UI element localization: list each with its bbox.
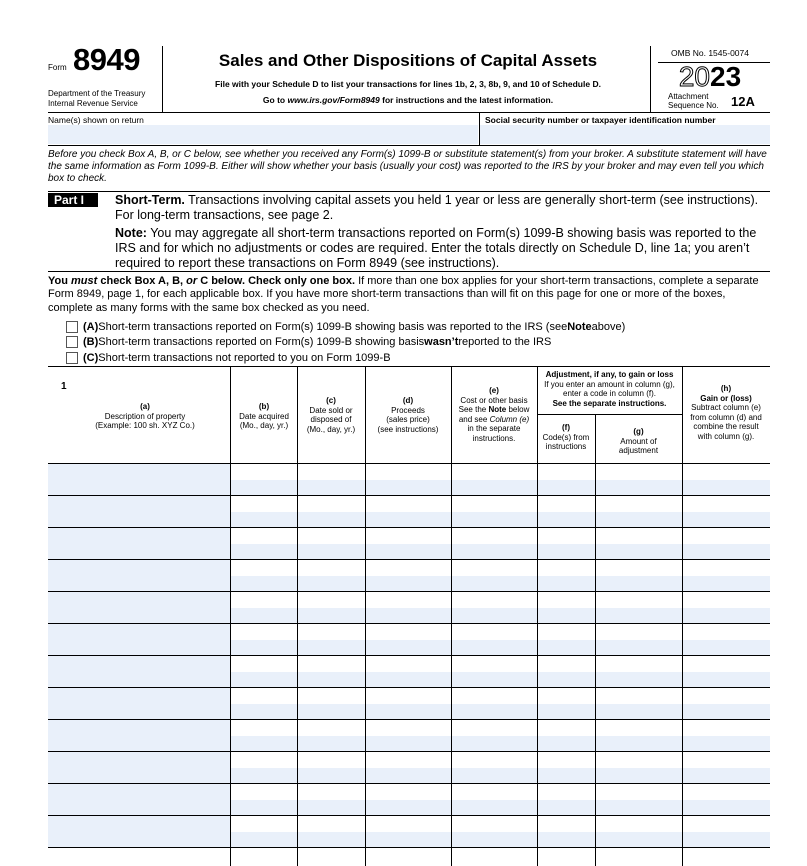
row-5-col-g-input[interactable] xyxy=(596,608,682,623)
row-2-col-h-input[interactable] xyxy=(683,512,770,527)
checkbox-c[interactable] xyxy=(66,352,78,364)
col-a-header: (a) Description of property (Example: 100 sh. XYZ Co.) xyxy=(95,402,195,430)
row-12-col-e-input[interactable] xyxy=(452,832,537,847)
row-12-col-c-input[interactable] xyxy=(298,832,365,847)
col-c-header: (c) Date sold or disposed of (Mo., day, yr.) xyxy=(306,396,356,434)
attachment-label: Attachment Sequence No. xyxy=(668,92,719,110)
checkbox-b[interactable] xyxy=(66,336,78,348)
row-6-col-b-input[interactable] xyxy=(231,640,297,655)
row-12-col-d-input[interactable] xyxy=(366,832,451,847)
row-9-col-f-input[interactable] xyxy=(538,736,595,751)
row-10-col-d-input[interactable] xyxy=(366,768,451,783)
row-10-col-h-input[interactable] xyxy=(683,768,770,783)
row-9-col-a-input[interactable] xyxy=(48,720,230,751)
form-subtitle: File with your Schedule D to list your transactions for lines 1b, 2, 3, 8b, 9, and 10 of Schedule D. xyxy=(215,79,601,89)
name-label: Name(s) shown on return xyxy=(48,115,144,125)
row-2-col-e-input[interactable] xyxy=(452,512,537,527)
row-10-col-b-input[interactable] xyxy=(231,768,297,783)
part-badge: Part I xyxy=(48,193,98,207)
row-5-col-f-input[interactable] xyxy=(538,608,595,623)
row-2-col-g-input[interactable] xyxy=(596,512,682,527)
sequence-number: 12A xyxy=(731,94,755,109)
row-1-col-d-input[interactable] xyxy=(366,480,451,495)
row-6-col-d-input[interactable] xyxy=(366,640,451,655)
row-3-col-e-input[interactable] xyxy=(452,544,537,559)
department-line: Department of the Treasury xyxy=(48,89,146,98)
form-url-line: Go to www.irs.gov/Form8949 for instructions and the latest information. xyxy=(262,95,554,105)
col-h-header: (h) Gain or (loss) Subtract column (e) from column (d) and combine the result with column (g). xyxy=(690,384,762,441)
col-b-header: (b) Date acquired (Mo., day, yr.) xyxy=(239,402,289,430)
row-3-col-b-input[interactable] xyxy=(231,544,297,559)
row-9-col-c-input[interactable] xyxy=(298,736,365,751)
row-8-col-h-input[interactable] xyxy=(683,704,770,719)
row-11-col-f-input[interactable] xyxy=(538,800,595,815)
row-12-col-h-input[interactable] xyxy=(683,832,770,847)
row-4-col-c-input[interactable] xyxy=(298,576,365,591)
row-12-col-b-input[interactable] xyxy=(231,832,297,847)
row-7-col-e-input[interactable] xyxy=(452,672,537,687)
row-6-col-a-input[interactable] xyxy=(48,624,230,655)
row-5-col-b-input[interactable] xyxy=(231,608,297,623)
row-9-col-h-input[interactable] xyxy=(683,736,770,751)
row-11-col-b-input[interactable] xyxy=(231,800,297,815)
row-3-col-d-input[interactable] xyxy=(366,544,451,559)
row-11-col-a-input[interactable] xyxy=(48,784,230,815)
row-1-col-c-input[interactable] xyxy=(298,480,365,495)
checkbox-row-b[interactable]: (B) Short-term transactions reported on Form(s) 1099-B showing basis wasn’t reported to the IRS xyxy=(66,335,551,349)
instructions-text: Before you check Box A, B, or C below, see whether you received any Form(s) 1099-B or substitute statement(s) from your broker. A substitute statement will have the same information as Form 1099-B. Either will show whether your basis (usually your cost) was reported to the IRS by your broker and may even tell you which box to check. xyxy=(48,149,767,184)
form-title: Sales and Other Dispositions of Capital Assets xyxy=(218,51,598,70)
row-10-col-g-input[interactable] xyxy=(596,768,682,783)
ssn-input[interactable] xyxy=(480,125,770,144)
checkbox-row-a[interactable]: (A) Short-term transactions reported on Form(s) 1099-B showing basis was reported to the IRS (see Note above) xyxy=(66,320,625,334)
row-6-col-h-input[interactable] xyxy=(683,640,770,655)
row-8-col-a-input[interactable] xyxy=(48,688,230,719)
irs-link[interactable]: www.irs.gov/Form8949 xyxy=(287,95,380,105)
part1-note: Note: You may aggregate all short-term transactions reported on Form(s) 1099-B showing basis was reported to the IRS and for which no adjustments or codes are required. Enter the totals directly on Schedule D, line 1a; you aren’t required to report these transactions on Form 8949 (see instructions). xyxy=(115,226,757,270)
row-7-col-b-input[interactable] xyxy=(231,672,297,687)
row-1-col-b-input[interactable] xyxy=(231,480,297,495)
row-1-col-h-input[interactable] xyxy=(683,480,770,495)
checkbox-row-c[interactable]: (C) Short-term transactions not reported to you on Form 1099-B xyxy=(66,351,391,365)
row-1-col-a-input[interactable] xyxy=(48,464,230,495)
row-3-col-h-input[interactable] xyxy=(683,544,770,559)
row-11-col-h-input[interactable] xyxy=(683,800,770,815)
row-10-col-f-input[interactable] xyxy=(538,768,595,783)
row-12-col-a-input[interactable] xyxy=(48,816,230,847)
row-4-col-e-input[interactable] xyxy=(452,576,537,591)
row-7-col-d-input[interactable] xyxy=(366,672,451,687)
row-3-col-f-input[interactable] xyxy=(538,544,595,559)
tax-year: 2023 xyxy=(678,61,742,92)
row-9-col-d-input[interactable] xyxy=(366,736,451,751)
row-5-col-d-input[interactable] xyxy=(366,608,451,623)
row-10-col-a-input[interactable] xyxy=(48,752,230,783)
row-7-col-f-input[interactable] xyxy=(538,672,595,687)
form-label: Form xyxy=(48,63,67,72)
row-2-col-d-input[interactable] xyxy=(366,512,451,527)
name-input[interactable] xyxy=(48,125,478,144)
row-6-col-c-input[interactable] xyxy=(298,640,365,655)
row-7-col-g-input[interactable] xyxy=(596,672,682,687)
checkbox-a[interactable] xyxy=(66,321,78,333)
row-4-col-g-input[interactable] xyxy=(596,576,682,591)
col-d-header: (d) Proceeds (sales price) (see instructions) xyxy=(377,396,439,434)
row-2-col-c-input[interactable] xyxy=(298,512,365,527)
row-4-col-d-input[interactable] xyxy=(366,576,451,591)
row-12-col-g-input[interactable] xyxy=(596,832,682,847)
row-11-col-g-input[interactable] xyxy=(596,800,682,815)
part1-heading: Short-Term. Transactions involving capital assets you held 1 year or less are generally short-term (see instructions). For long-term transactions, see page 2. xyxy=(115,193,759,222)
row-2-col-b-input[interactable] xyxy=(231,512,297,527)
row-10-col-c-input[interactable] xyxy=(298,768,365,783)
omb-number: OMB No. 1545-0074 xyxy=(671,48,749,58)
row-5-col-e-input[interactable] xyxy=(452,608,537,623)
row-3-col-g-input[interactable] xyxy=(596,544,682,559)
line-number: 1 xyxy=(61,381,67,392)
row-9-col-b-input[interactable] xyxy=(231,736,297,751)
row-8-col-g-input[interactable] xyxy=(596,704,682,719)
row-7-col-a-input[interactable] xyxy=(48,656,230,687)
row-4-col-h-input[interactable] xyxy=(683,576,770,591)
col-e-header: (e) Cost or other basis See the Note below and see Column (e) in the separate instructions. xyxy=(458,386,530,443)
row-6-col-g-input[interactable] xyxy=(596,640,682,655)
row-11-col-c-input[interactable] xyxy=(298,800,365,815)
col-g-header: (g) Amount of adjustment xyxy=(618,427,659,455)
row-11-col-d-input[interactable] xyxy=(366,800,451,815)
row-7-col-c-input[interactable] xyxy=(298,672,365,687)
department xyxy=(48,89,166,109)
row-4-col-a-input[interactable] xyxy=(48,560,230,591)
box-instructions: You must check Box A, B, or C below. Check only one box. If more than one box applies for your short-term transactions, complete a separate Form 8949, page 1, for each applicable box. If you have more short-term transactions than will fit on this page for one or more of the boxes, complete as many forms with the same box checked as you need. xyxy=(48,275,759,314)
row-7-col-h-input[interactable] xyxy=(683,672,770,687)
row-9-col-e-input[interactable] xyxy=(452,736,537,751)
row-12-col-f-input[interactable] xyxy=(538,832,595,847)
row-4-col-b-input[interactable] xyxy=(231,576,297,591)
row-4-col-f-input[interactable] xyxy=(538,576,595,591)
row-1-col-g-input[interactable] xyxy=(596,480,682,495)
row-5-col-c-input[interactable] xyxy=(298,608,365,623)
row-10-col-e-input[interactable] xyxy=(452,768,537,783)
row-rule xyxy=(48,847,770,848)
row-5-col-a-input[interactable] xyxy=(48,592,230,623)
row-6-col-f-input[interactable] xyxy=(538,640,595,655)
row-8-col-b-input[interactable] xyxy=(231,704,297,719)
row-6-col-e-input[interactable] xyxy=(452,640,537,655)
row-1-col-f-input[interactable] xyxy=(538,480,595,495)
agency-line: Internal Revenue Service xyxy=(48,99,138,108)
row-8-col-d-input[interactable] xyxy=(366,704,451,719)
row-1-col-e-input[interactable] xyxy=(452,480,537,495)
row-5-col-h-input[interactable] xyxy=(683,608,770,623)
row-3-col-c-input[interactable] xyxy=(298,544,365,559)
ssn-label: Social security number or taxpayer identification number xyxy=(485,115,716,125)
row-2-col-f-input[interactable] xyxy=(538,512,595,527)
row-2-col-a-input[interactable] xyxy=(48,496,230,527)
row-9-col-g-input[interactable] xyxy=(596,736,682,751)
row-3-col-a-input[interactable] xyxy=(48,528,230,559)
col-f-header: (f) Code(s) from instructions xyxy=(542,423,590,451)
form-number: 8949 xyxy=(73,42,140,77)
row-11-col-e-input[interactable] xyxy=(452,800,537,815)
row-8-col-f-input[interactable] xyxy=(538,704,595,719)
row-8-col-c-input[interactable] xyxy=(298,704,365,719)
row-8-col-e-input[interactable] xyxy=(452,704,537,719)
adjustment-header: Adjustment, if any, to gain or loss If you enter an amount in column (g), enter a code in column (f). See the separate instructions. xyxy=(544,370,675,408)
